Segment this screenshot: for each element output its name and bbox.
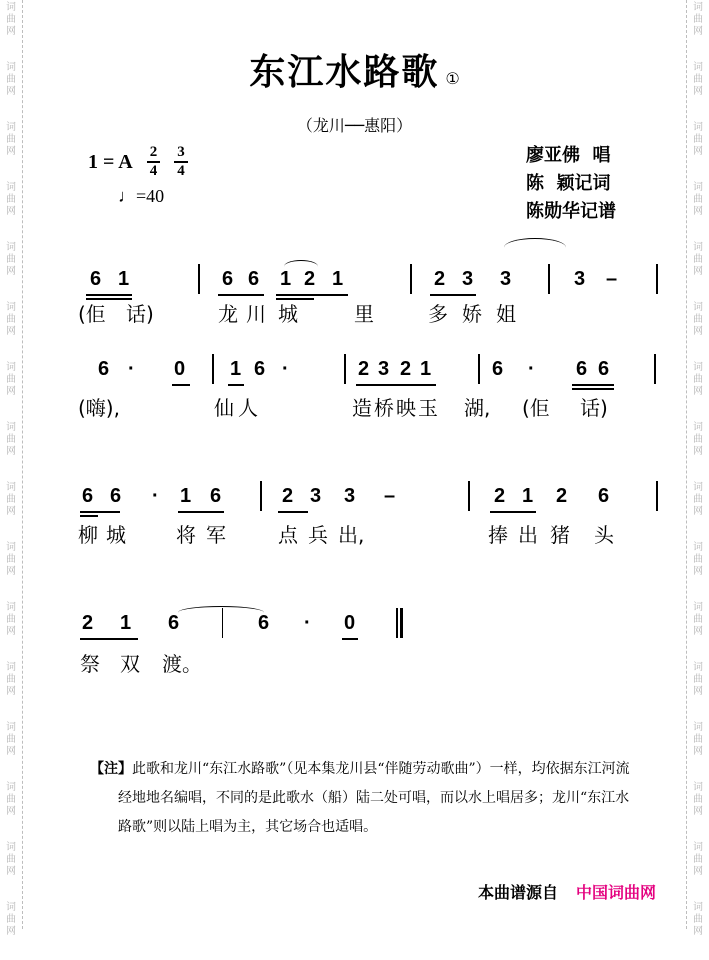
key-text: 1 = A — [88, 150, 133, 173]
watermark-group: 词 曲 网 — [693, 782, 703, 817]
bar-line — [478, 354, 480, 384]
watermark-group: 词 曲 网 — [6, 422, 16, 457]
watermark-group: 词 曲 网 — [693, 122, 703, 157]
watermark-group: 词 曲 网 — [6, 362, 16, 397]
watermark-left — [0, 0, 23, 937]
watermark-group: 词 曲 网 — [6, 602, 16, 637]
bar-line — [212, 354, 214, 384]
bar-line — [468, 481, 470, 511]
watermark-group: 词 曲 网 — [6, 782, 16, 817]
watermark-group: 词 曲 网 — [6, 302, 16, 337]
credits — [526, 142, 616, 226]
annotation — [90, 755, 638, 842]
watermark-group: 词 曲 网 — [6, 482, 16, 517]
watermark-group: 词 曲 网 — [6, 62, 16, 97]
lyrics-row: 祭 双 渡。 — [80, 652, 202, 676]
source-prefix: 本曲谱源自 — [478, 883, 559, 902]
bar-line — [654, 354, 656, 384]
lyrics-row: (佢 话) 龙 川 城 里 多 娇 姐 — [78, 302, 516, 326]
notes-row: 2 1 6 6 · 0 — [82, 612, 662, 642]
annotation-text: 此歌和龙川“东江水路歌”（见本集龙川县“伴随劳动歌曲”）一样，均依据东江河流经地地名编唱，不同的是此歌水（船）陆二处可唱，而以水上唱居多；龙川“东江水路歌”则以陆上唱为主，其它场合也适唱。 — [118, 761, 630, 835]
watermark-group: 词 曲 网 — [693, 902, 703, 937]
watermark-group: 词 曲 网 — [6, 902, 16, 937]
watermark-group: 词 曲 网 — [6, 2, 16, 37]
credit-singer: 廖亚佛 唱 — [526, 145, 611, 166]
bar-line — [222, 608, 223, 638]
bar-line — [410, 264, 412, 294]
time-signature-2-4: $\frac{2}{4}$ — [147, 144, 161, 180]
final-bar-line — [396, 608, 398, 638]
lyrics-row: (嗨), 仙 人 造 桥 映 玉 湖, (佢 话) — [78, 396, 608, 420]
watermark-group: 词 曲 网 — [693, 842, 703, 877]
footnote-mark: ① — [445, 69, 460, 88]
watermark-group: 词 曲 网 — [6, 182, 16, 217]
watermark-group: 词 曲 网 — [6, 242, 16, 277]
bar-line — [260, 481, 262, 511]
bar-line — [548, 264, 550, 294]
score-line-2 — [78, 358, 662, 422]
watermark-group: 词 曲 网 — [693, 302, 703, 337]
notes-row: 6 6 · 1 6 2 3 3 – 2 1 2 6 — [82, 485, 662, 515]
watermark-group: 词 曲 网 — [693, 62, 703, 97]
watermark-group: 词 曲 网 — [693, 182, 703, 217]
source-credit — [478, 880, 656, 903]
watermark-group: 词 曲 网 — [693, 242, 703, 277]
source-brand-link[interactable]: 中国词曲网 — [576, 883, 657, 902]
credit-lyrics: 陈 颖记词 — [526, 173, 611, 194]
watermark-group: 词 曲 网 — [693, 602, 703, 637]
watermark-group: 词 曲 网 — [693, 362, 703, 397]
tempo-marking: ♩=40 — [118, 186, 165, 206]
bar-line — [656, 481, 658, 511]
watermark-group: 词 曲 网 — [693, 2, 703, 37]
bar-line — [344, 354, 346, 384]
watermark-group: 词 曲 网 — [6, 542, 16, 577]
score-line-3 — [78, 485, 662, 549]
score-line-1 — [78, 268, 662, 328]
watermark-group: 词 曲 网 — [6, 122, 16, 157]
notes-row: 6 · 0 1 6 · 2 3 2 1 6 · 6 6 — [82, 358, 662, 388]
time-signature-3-4: $\frac{3}{4}$ — [174, 144, 188, 180]
watermark-group: 词 曲 网 — [6, 842, 16, 877]
watermark-group: 词 曲 网 — [693, 422, 703, 457]
watermark-right — [686, 0, 709, 937]
credit-notation: 陈勋华记谱 — [526, 201, 616, 222]
notes-row: 6 1 6 6 1 2 1 2 3 3 3 – — [82, 268, 662, 298]
bar-line — [656, 264, 658, 294]
watermark-group: 词 曲 网 — [6, 722, 16, 757]
annotation-label: 【注】 — [90, 761, 132, 777]
watermark-group: 词 曲 网 — [693, 722, 703, 757]
bar-line — [198, 264, 200, 294]
song-title — [0, 44, 709, 95]
lyrics-row: 柳 城 将 军 点 兵 出, 捧 出 猪 头 — [78, 523, 614, 547]
key-signature — [88, 144, 188, 180]
score-line-4 — [82, 612, 662, 678]
subtitle-region: （龙川──惠阳） — [296, 116, 413, 135]
watermark-group: 词 曲 网 — [6, 662, 16, 697]
watermark-group: 词 曲 网 — [693, 542, 703, 577]
watermark-group: 词 曲 网 — [693, 482, 703, 517]
watermark-group: 词 曲 网 — [693, 662, 703, 697]
title-text: 东江水路歌 — [249, 52, 440, 93]
